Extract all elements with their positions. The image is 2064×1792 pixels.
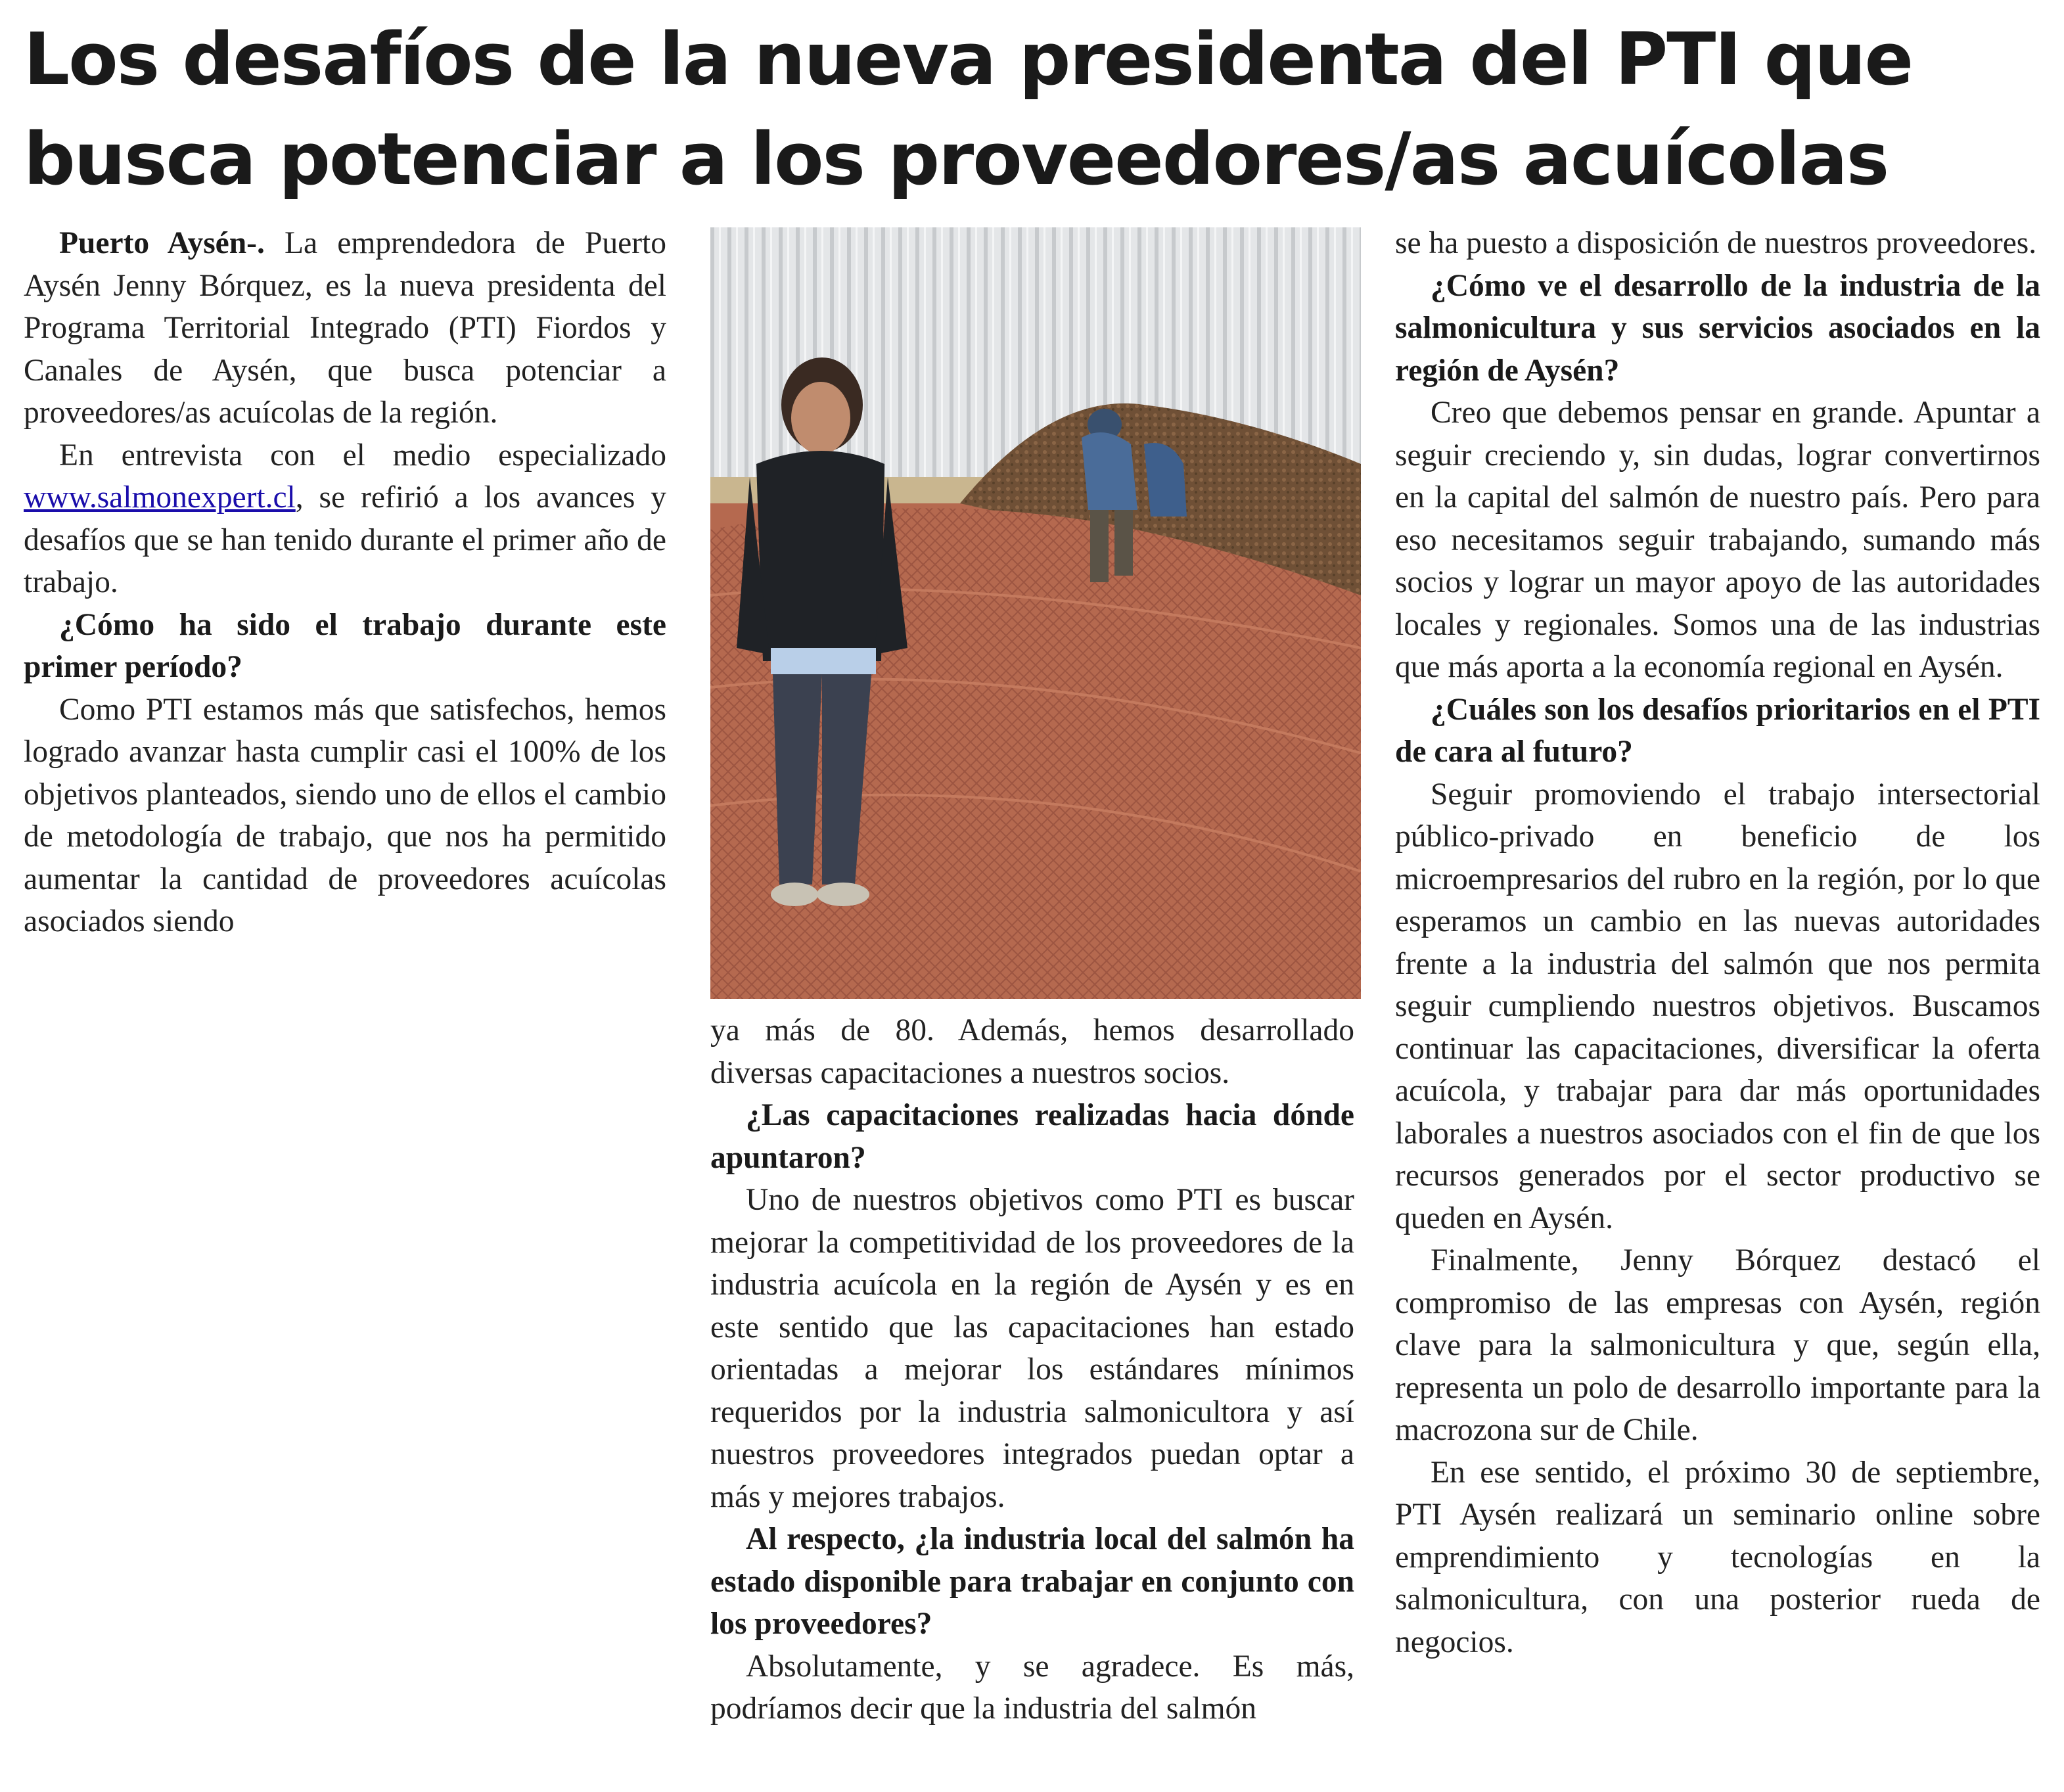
paragraph-interview: En entrevista con el medio especializado www.salmonexpert.cl, se refirió a los avances y desafíos que se han tenido durante el primer año de trabajo.: [24, 438, 666, 599]
lead-text: La emprendedora de Puerto Aysén Jenny Bórquez, es la nueva presidenta del Programa Territorial Integrado (PTI) Fiordos y Canales de Aysén, que busca potenciar a proveedores/as acuícolas de la región.: [24, 226, 666, 430]
answer-4: Creo que debemos pensar en grande. Apuntar a seguir creciendo y, sin dudas, lograr convertirnos en la capital del salmón de nuestro país. Pero para eso necesitamos seguir trabajando, sumando más socios y lograr un mayor apoyo de las autoridades locales y regionales. Somos una de las industrias que más aporta a la economía regional en Aysén.: [1395, 396, 2040, 684]
final-paragraph-1: Finalmente, Jenny Bórquez destacó el compromiso de las empresas con Aysén, región clave para la salmonicultura y que, según ella, representa un polo de desarrollo importante para la macrozona sur de Chile.: [1395, 1243, 2040, 1447]
headline: [24, 9, 2041, 209]
question-2: ¿Las capacitaciones realizadas hacia dónde apuntaron?: [710, 1098, 1354, 1175]
column-1: [24, 222, 666, 943]
answer-1-part-1: Como PTI estamos más que satisfechos, hemos logrado avanzar hasta cumplir casi el 100% de los objetivos planteados, siendo uno de ellos el cambio de metodología de trabajo, que nos ha permitido aumentar la cantidad de proveedores acuícolas asociados siendo: [24, 692, 666, 938]
headline-line-1: Los desafíos de la nueva presidenta del PTI que: [24, 17, 1913, 101]
answer-5: Seguir promoviendo el trabajo intersectorial público-privado en beneficio de los microempresarios del rubro en la región, por lo que esperamos un cambio en las nuevas autoridades frente a la industria del salmón que nos permita seguir cumpliendo nuestros objetivos. Buscamos continuar las capacitaciones, diversificar la oferta acuícola, y trabajar para dar más oportunidades laborales a nuestros asociados con el fin de que los recursos generados por el sector productivo se queden en Aysén.: [1395, 777, 2040, 1235]
answer-3-part-2: se ha puesto a disposición de nuestros proveedores.: [1395, 226, 2037, 260]
headline-line-2: busca potenciar a los proveedores/as acuícolas: [24, 117, 1889, 201]
question-1: ¿Cómo ha sido el trabajo durante este primer período?: [24, 607, 666, 684]
dateline: Puerto Aysén-.: [59, 226, 265, 260]
lead-paragraph: [24, 222, 666, 434]
final-paragraph-2: En ese sentido, el próximo 30 de septiembre, PTI Aysén realizará un seminario online sobre emprendimiento y tecnologías en la salmonicultura, con una posterior rueda de negocios.: [1395, 1455, 2040, 1659]
question-5: ¿Cuáles son los desafíos prioritarios en el PTI de cara al futuro?: [1395, 692, 2040, 769]
photo-illustration: [710, 227, 1361, 999]
answer-3-part-1: Absolutamente, y se agradece. Es más, podríamos decir que la industria del salmón: [710, 1649, 1354, 1726]
question-3: Al respecto, ¿la industria local del salmón ha estado disponible para trabajar en conjunto con los proveedores?: [710, 1522, 1354, 1641]
answer-1-part-2: ya más de 80. Además, hemos desarrollado diversas capacitaciones a nuestros socios.: [710, 1013, 1354, 1090]
question-4: ¿Cómo ve el desarrollo de la industria de la salmonicultura y sus servicios asociados en la región de Aysén?: [1395, 268, 2040, 388]
salmonexpert-link[interactable]: www.salmonexpert.cl: [24, 480, 296, 515]
column-3: [1395, 222, 2040, 1663]
article-photo: [710, 227, 1361, 999]
answer-2: Uno de nuestros objetivos como PTI es buscar mejorar la competitividad de los proveedores de la industria acuícola en la región de Aysén y es en este sentido que las capacitaciones han estado orientadas a mejorar los estándares mínimos requeridos por la industria salmonicultora y así nuestros proveedores integrados puedan optar a más y mejores trabajos.: [710, 1183, 1354, 1514]
column-2: [710, 1009, 1354, 1730]
